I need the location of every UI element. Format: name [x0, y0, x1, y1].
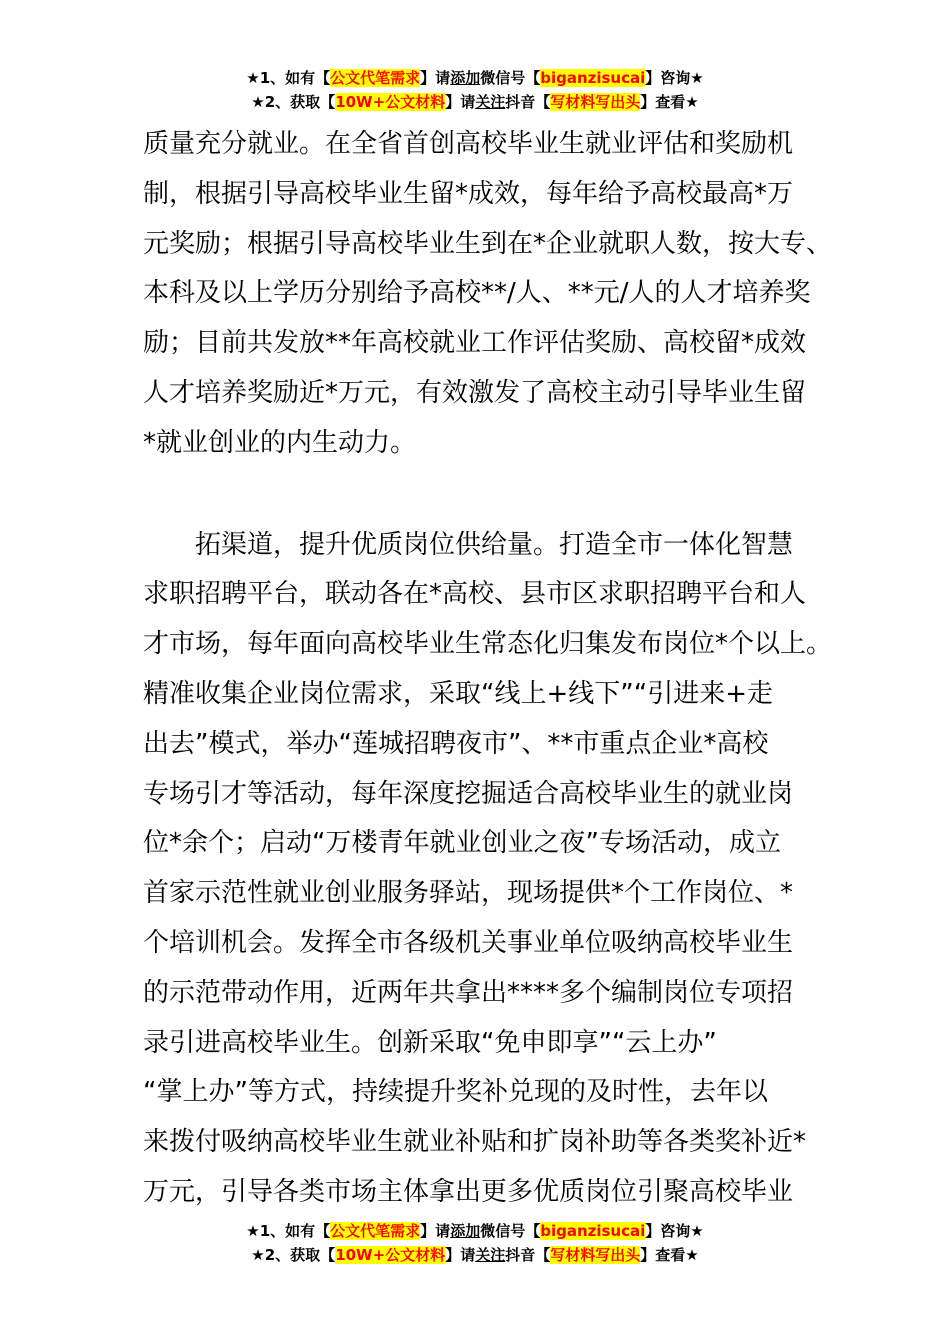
text-line: 拓渠道，提升优质岗位供给量。打造全市一体化智慧 [143, 529, 794, 560]
paragraph-spacer [143, 469, 823, 521]
highlight-materials: 10W+公文材料 [335, 1246, 446, 1264]
banner-text: 】请 [420, 1222, 451, 1240]
banner-text: 】咨询★ [645, 69, 704, 87]
header-banner-line-1 [0, 66, 950, 90]
text-line: 专场引才等活动，每年深度挖掘适合高校毕业生的就业岗 [143, 778, 794, 809]
text-line: 的示范带动作用，近两年共拿出****多个编制岗位专项招 [143, 977, 794, 1008]
paragraph-1 [143, 120, 833, 469]
highlight-service: 公文代笔需求 [330, 1222, 421, 1240]
banner-emphasis: 关注 [475, 1246, 506, 1264]
text-line: 人才培养奖励近*万元，有效激发了高校主动引导毕业生留 [143, 377, 807, 408]
banner-text: 】查看★ [640, 93, 699, 111]
banner-emphasis: 添加 [450, 1222, 481, 1240]
footer-banner [0, 1219, 950, 1267]
text-line: 求职招聘平台，联动各在*高校、县市区求职招聘平台和人 [143, 579, 807, 610]
text-line: 录引进高校毕业生。创新采取“免申即享”“云上办” [143, 1027, 717, 1058]
text-line: 出去”模式，举办“莲城招聘夜市”、**市重点企业*高校 [143, 728, 769, 759]
paragraph-2 [143, 521, 833, 1218]
text-line: 万元，引导各类市场主体拿出更多优质岗位引聚高校毕业 [143, 1176, 794, 1207]
highlight-douyin-account: 写材料写出头 [550, 93, 641, 111]
highlight-wechat-id: biganzisucai [540, 1222, 646, 1240]
highlight-materials: 10W+公文材料 [335, 93, 446, 111]
text-line: 励；目前共发放**年高校就业工作评估奖励、高校留*成效 [143, 328, 807, 359]
text-line: 元奖励；根据引导高校毕业生到在*企业就职人数，按大专、 [143, 228, 833, 259]
banner-text: ★1、如有【 [246, 69, 331, 87]
text-line: 质量充分就业。在全省首创高校毕业生就业评估和奖励机 [143, 129, 794, 159]
banner-emphasis: 关注 [475, 93, 506, 111]
banner-text: 微信号【 [480, 69, 541, 87]
header-banner-line-2 [0, 90, 950, 114]
highlight-wechat-id: biganzisucai [540, 69, 646, 87]
banner-text: 】请 [445, 93, 476, 111]
highlight-douyin-account: 写材料写出头 [550, 1246, 641, 1264]
text-line: *就业创业的内生动力。 [143, 427, 417, 458]
highlight-service: 公文代笔需求 [330, 69, 421, 87]
banner-text: 】查看★ [640, 1246, 699, 1264]
text-line: 来拨付吸纳高校毕业生就业补贴和扩岗补助等各类奖补近* [143, 1127, 807, 1158]
banner-text: ★1、如有【 [246, 1222, 331, 1240]
banner-text: 抖音【 [505, 1246, 551, 1264]
banner-text: 】请 [445, 1246, 476, 1264]
text-line: 精准收集企业岗位需求，采取“线上+线下”“引进来+走 [143, 678, 773, 709]
text-line: 制，根据引导高校毕业生留*成效，每年给予高校最高*万 [143, 178, 794, 209]
text-line: 个培训机会。发挥全市各级机关事业单位吸纳高校毕业生 [143, 927, 794, 958]
banner-text: ★2、获取【 [251, 1246, 336, 1264]
footer-banner-line-2 [0, 1243, 950, 1267]
text-line: “掌上办”等方式，持续提升奖补兑现的及时性，去年以 [143, 1077, 768, 1108]
banner-text: 】咨询★ [645, 1222, 704, 1240]
text-line: 本科及以上学历分别给予高校**/人、**元/人的人才培养奖 [143, 278, 811, 309]
text-line: 才市场，每年面向高校毕业生常态化归集发布岗位*个以上。 [143, 629, 833, 660]
banner-emphasis: 添加 [450, 69, 481, 87]
header-banner [0, 66, 950, 114]
text-line: 首家示范性就业创业服务驿站，现场提供*个工作岗位、* [143, 878, 794, 909]
text-line: 位*余个；启动“万楼青年就业创业之夜”专场活动，成立 [143, 828, 781, 859]
document-body [143, 120, 833, 1218]
banner-text: 抖音【 [505, 93, 551, 111]
banner-text: 微信号【 [480, 1222, 541, 1240]
banner-text: ★2、获取【 [251, 93, 336, 111]
banner-text: 】请 [420, 69, 451, 87]
footer-banner-line-1 [0, 1219, 950, 1243]
